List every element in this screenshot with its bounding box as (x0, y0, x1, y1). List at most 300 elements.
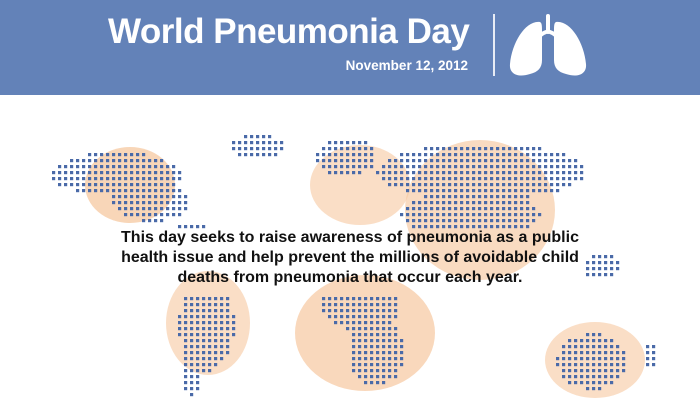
map-dot (646, 357, 649, 360)
map-dot (442, 177, 445, 180)
map-dot (208, 363, 211, 366)
map-dot (400, 177, 403, 180)
map-dot (568, 375, 571, 378)
map-dot (190, 327, 193, 330)
map-dot (220, 327, 223, 330)
map-dot (154, 183, 157, 186)
map-dot (76, 183, 79, 186)
map-dot (466, 219, 469, 222)
map-dot (388, 315, 391, 318)
map-dot (328, 297, 331, 300)
map-dot (76, 165, 79, 168)
map-dot (562, 177, 565, 180)
map-dot (364, 321, 367, 324)
map-dot (508, 183, 511, 186)
map-dot (244, 153, 247, 156)
map-dot (346, 147, 349, 150)
map-dot (448, 195, 451, 198)
map-dot (574, 357, 577, 360)
map-dot (448, 183, 451, 186)
map-dot (436, 213, 439, 216)
map-dot (358, 165, 361, 168)
map-dot (208, 345, 211, 348)
map-dot (478, 159, 481, 162)
map-dot (562, 345, 565, 348)
map-dot (622, 357, 625, 360)
map-dot (382, 171, 385, 174)
map-dot (364, 315, 367, 318)
map-dot (412, 207, 415, 210)
map-dot (214, 351, 217, 354)
map-dot (166, 201, 169, 204)
map-dot (328, 303, 331, 306)
map-dot (328, 165, 331, 168)
map-dot (358, 297, 361, 300)
map-dot (394, 315, 397, 318)
map-dot (562, 351, 565, 354)
map-dot (526, 171, 529, 174)
map-dot (400, 345, 403, 348)
map-dot (370, 363, 373, 366)
map-dot (364, 297, 367, 300)
map-dot (250, 153, 253, 156)
map-dot (514, 183, 517, 186)
header-banner (0, 0, 700, 95)
map-dot (472, 147, 475, 150)
map-dot (166, 171, 169, 174)
map-dot (94, 183, 97, 186)
map-dot (190, 321, 193, 324)
map-dot (550, 165, 553, 168)
map-dot (166, 207, 169, 210)
map-dot (418, 219, 421, 222)
map-dot (160, 195, 163, 198)
map-dot (550, 183, 553, 186)
map-dot (604, 345, 607, 348)
map-dot (514, 219, 517, 222)
map-dot (382, 357, 385, 360)
map-dot (76, 171, 79, 174)
map-dot (382, 375, 385, 378)
map-dot (400, 213, 403, 216)
map-dot (94, 165, 97, 168)
map-dot (508, 189, 511, 192)
map-dot (334, 147, 337, 150)
map-dot (244, 135, 247, 138)
map-dot (400, 363, 403, 366)
map-dot (490, 219, 493, 222)
map-dot (496, 177, 499, 180)
map-dot (394, 177, 397, 180)
map-dot (178, 177, 181, 180)
map-dot (274, 141, 277, 144)
map-dot (448, 147, 451, 150)
map-dot (376, 381, 379, 384)
map-dot (592, 381, 595, 384)
map-dot (514, 171, 517, 174)
map-dot (142, 153, 145, 156)
map-dot (430, 153, 433, 156)
map-dot (496, 159, 499, 162)
map-dot (436, 195, 439, 198)
map-dot (514, 153, 517, 156)
map-dot (262, 147, 265, 150)
map-dot (442, 201, 445, 204)
map-dot (178, 327, 181, 330)
map-dot (538, 165, 541, 168)
map-dot (100, 165, 103, 168)
map-dot (136, 153, 139, 156)
map-dot (130, 177, 133, 180)
map-dot (166, 177, 169, 180)
map-dot (202, 315, 205, 318)
map-dot (424, 171, 427, 174)
map-dot (532, 183, 535, 186)
map-dot (226, 339, 229, 342)
map-dot (562, 183, 565, 186)
map-dot (154, 159, 157, 162)
map-dot (568, 357, 571, 360)
map-dot (148, 189, 151, 192)
map-dot (202, 363, 205, 366)
map-dot (646, 345, 649, 348)
map-dot (202, 297, 205, 300)
map-dot (610, 261, 613, 264)
map-dot (190, 381, 193, 384)
map-dot (154, 165, 157, 168)
map-dot (184, 363, 187, 366)
map-dot (490, 189, 493, 192)
map-dot (160, 177, 163, 180)
map-dot (382, 321, 385, 324)
map-dot (214, 357, 217, 360)
map-dot (514, 195, 517, 198)
map-dot (76, 159, 79, 162)
map-dot (514, 189, 517, 192)
map-dot (466, 201, 469, 204)
map-dot (364, 357, 367, 360)
map-dot (556, 357, 559, 360)
map-dot (466, 183, 469, 186)
map-dot (370, 357, 373, 360)
map-dot (550, 177, 553, 180)
map-dot (124, 165, 127, 168)
map-dot (124, 195, 127, 198)
map-dot (58, 165, 61, 168)
map-dot (514, 159, 517, 162)
map-dot (118, 195, 121, 198)
map-dot (490, 177, 493, 180)
map-dot (460, 201, 463, 204)
map-dot (94, 159, 97, 162)
map-dot (496, 165, 499, 168)
map-dot (646, 363, 649, 366)
map-dot (190, 363, 193, 366)
map-dot (424, 153, 427, 156)
map-dot (598, 387, 601, 390)
map-dot (478, 207, 481, 210)
map-dot (190, 303, 193, 306)
map-dot (562, 375, 565, 378)
map-dot (334, 297, 337, 300)
map-dot (592, 357, 595, 360)
map-dot (196, 363, 199, 366)
map-dot (328, 153, 331, 156)
map-dot (148, 177, 151, 180)
map-dot (454, 159, 457, 162)
map-dot (136, 177, 139, 180)
map-dot (556, 159, 559, 162)
map-dot (124, 189, 127, 192)
map-dot (88, 153, 91, 156)
map-dot (430, 159, 433, 162)
map-dot (70, 177, 73, 180)
map-dot (388, 171, 391, 174)
map-dot (232, 321, 235, 324)
map-dot (364, 369, 367, 372)
map-dot (376, 351, 379, 354)
map-dot (64, 177, 67, 180)
map-dot (508, 171, 511, 174)
map-dot (94, 177, 97, 180)
map-dot (430, 201, 433, 204)
map-dot (334, 171, 337, 174)
map-dot (370, 351, 373, 354)
map-dot (370, 345, 373, 348)
map-dot (544, 183, 547, 186)
map-dot (490, 201, 493, 204)
map-dot (562, 369, 565, 372)
map-dot (208, 315, 211, 318)
map-dot (568, 159, 571, 162)
map-dot (580, 165, 583, 168)
map-dot (388, 327, 391, 330)
map-dot (148, 165, 151, 168)
map-dot (184, 201, 187, 204)
map-dot (544, 177, 547, 180)
map-dot (424, 189, 427, 192)
map-dot (346, 165, 349, 168)
map-dot (442, 171, 445, 174)
map-dot (562, 159, 565, 162)
map-dot (556, 189, 559, 192)
map-dot (394, 357, 397, 360)
map-dot (598, 381, 601, 384)
map-dot (334, 315, 337, 318)
map-dot (154, 195, 157, 198)
map-dot (334, 303, 337, 306)
map-dot (346, 171, 349, 174)
map-dot (502, 171, 505, 174)
map-dot (184, 333, 187, 336)
map-dot (412, 201, 415, 204)
map-dot (454, 219, 457, 222)
map-dot (598, 369, 601, 372)
map-dot (616, 369, 619, 372)
map-dot (538, 189, 541, 192)
map-dot (106, 165, 109, 168)
map-dot (430, 171, 433, 174)
map-dot (172, 177, 175, 180)
map-dot (106, 183, 109, 186)
map-dot (328, 309, 331, 312)
map-dot (544, 189, 547, 192)
map-dot (490, 159, 493, 162)
map-dot (142, 183, 145, 186)
map-dot (352, 369, 355, 372)
map-dot (370, 327, 373, 330)
map-dot (118, 165, 121, 168)
map-dot (58, 177, 61, 180)
map-dot (136, 159, 139, 162)
map-dot (550, 171, 553, 174)
map-dot (562, 357, 565, 360)
map-dot (388, 159, 391, 162)
map-dot (388, 351, 391, 354)
map-dot (364, 153, 367, 156)
map-dot (70, 165, 73, 168)
map-dot (196, 345, 199, 348)
map-dot (364, 159, 367, 162)
map-dot (502, 195, 505, 198)
map-dot (142, 219, 145, 222)
map-dot (520, 213, 523, 216)
map-dot (538, 171, 541, 174)
map-dot (616, 267, 619, 270)
map-dot (376, 303, 379, 306)
map-dot (88, 159, 91, 162)
map-dot (652, 363, 655, 366)
map-dot (520, 207, 523, 210)
map-dot (148, 171, 151, 174)
map-dot (148, 195, 151, 198)
map-dot (166, 213, 169, 216)
map-dot (610, 255, 613, 258)
map-dot (652, 351, 655, 354)
map-dot (280, 141, 283, 144)
map-dot (382, 315, 385, 318)
map-dot (538, 147, 541, 150)
map-dot (514, 147, 517, 150)
map-dot (322, 309, 325, 312)
map-dot (208, 297, 211, 300)
map-dot (280, 147, 283, 150)
map-dot (382, 339, 385, 342)
map-dot (322, 303, 325, 306)
map-dot (376, 309, 379, 312)
map-dot (256, 147, 259, 150)
map-dot (70, 159, 73, 162)
map-dot (130, 171, 133, 174)
map-dot (502, 183, 505, 186)
map-dot (202, 369, 205, 372)
map-dot (466, 165, 469, 168)
map-dot (148, 207, 151, 210)
map-dot (208, 327, 211, 330)
map-dot (388, 309, 391, 312)
map-dot (592, 369, 595, 372)
map-dot (220, 309, 223, 312)
map-dot (202, 333, 205, 336)
map-dot (388, 345, 391, 348)
map-dot (346, 315, 349, 318)
map-dot (364, 333, 367, 336)
map-dot (412, 177, 415, 180)
map-dot (394, 345, 397, 348)
map-dot (328, 141, 331, 144)
map-dot (424, 177, 427, 180)
map-dot (160, 219, 163, 222)
map-dot (334, 159, 337, 162)
map-dot (322, 153, 325, 156)
map-dot (364, 309, 367, 312)
map-dot (394, 333, 397, 336)
map-dot (112, 195, 115, 198)
map-dot (544, 159, 547, 162)
map-dot (214, 345, 217, 348)
map-dot (526, 159, 529, 162)
map-dot (418, 165, 421, 168)
map-dot (418, 159, 421, 162)
map-dot (622, 351, 625, 354)
map-dot (406, 219, 409, 222)
map-dot (610, 381, 613, 384)
map-dot (448, 207, 451, 210)
map-dot (184, 315, 187, 318)
map-dot (532, 213, 535, 216)
map-dot (394, 363, 397, 366)
map-dot (136, 183, 139, 186)
map-dot (556, 363, 559, 366)
map-dot (394, 303, 397, 306)
map-dot (268, 135, 271, 138)
map-dot (610, 339, 613, 342)
map-dot (394, 309, 397, 312)
map-dot (358, 309, 361, 312)
map-dot (586, 375, 589, 378)
map-dot (604, 357, 607, 360)
map-dot (460, 219, 463, 222)
map-dot (394, 165, 397, 168)
map-dot (322, 165, 325, 168)
map-dot (352, 297, 355, 300)
map-dot (388, 165, 391, 168)
map-dot (604, 351, 607, 354)
map-dot (472, 201, 475, 204)
map-dot (106, 171, 109, 174)
map-dot (112, 177, 115, 180)
map-dot (496, 201, 499, 204)
map-dot (418, 189, 421, 192)
map-dot (460, 207, 463, 210)
map-dot (448, 153, 451, 156)
map-dot (214, 297, 217, 300)
map-dot (412, 171, 415, 174)
map-dot (466, 207, 469, 210)
map-dot (520, 147, 523, 150)
map-dot (358, 339, 361, 342)
map-dot (184, 327, 187, 330)
map-dot (160, 171, 163, 174)
map-dot (352, 333, 355, 336)
map-dot (400, 339, 403, 342)
map-dot (526, 189, 529, 192)
map-dot (196, 327, 199, 330)
map-dot (184, 309, 187, 312)
map-dot (172, 195, 175, 198)
map-dot (142, 159, 145, 162)
map-dot (220, 357, 223, 360)
